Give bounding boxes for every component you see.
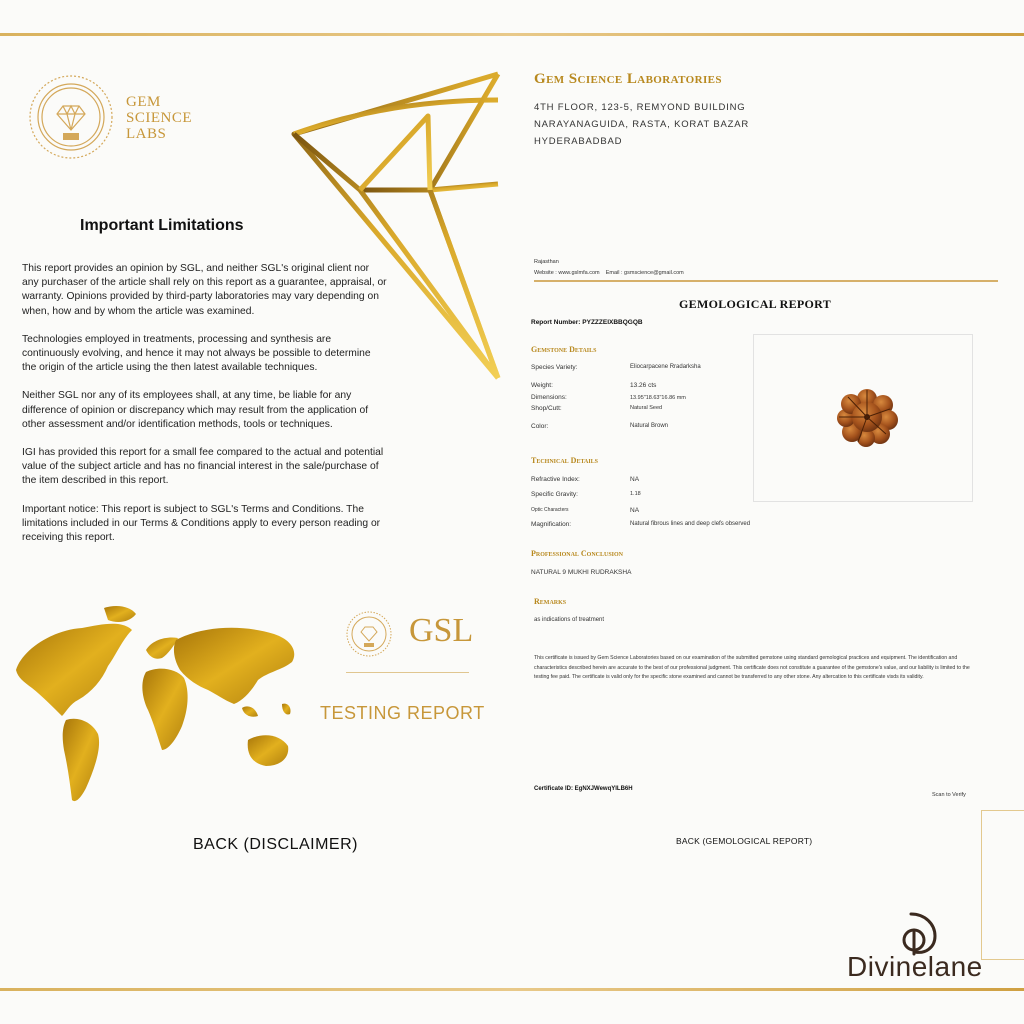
divinelane-wordmark: Divinelane [847, 951, 983, 982]
technical-details-heading: Technical Details [531, 456, 599, 465]
gsl-mark-text: GSL [409, 612, 474, 649]
divinelane-logo-icon [893, 908, 941, 956]
certificate-id: Certificate ID: EgNXJWewqYILB6H [534, 786, 633, 792]
right-caption: BACK (GEMOLOGICAL REPORT) [676, 836, 813, 846]
remarks-value: as indications of treatment [534, 617, 605, 623]
lab-address [534, 99, 749, 150]
optic-characters-value: NA [630, 507, 640, 514]
dimensions-label: Dimensions: [531, 394, 567, 401]
address-line: HYDERABADBAD [534, 136, 623, 147]
testing-report-label: TESTING REPORT [320, 703, 485, 723]
logo-line-2: SCIENCE [126, 110, 193, 126]
color-value: Natural Brown [630, 423, 669, 429]
rudraksha-bead-image [836, 387, 898, 447]
limitation-paragraph: Important notice: This report is subject to SGL's Terms and Conditions. The limitations included in our Terms & Conditions apply to every person reading or receiving this report. [22, 503, 381, 544]
gsl-seal-icon [26, 72, 116, 162]
gemstone-details-heading: Gemstone Details [531, 345, 597, 354]
remarks-heading: Remarks [534, 597, 567, 606]
magnification-label: Magnification: [531, 521, 572, 528]
conclusion-value: NATURAL 9 MUKHI RUDRAKSHA [531, 569, 632, 576]
species-value: Eliocarpacene Rradarksha [630, 364, 701, 370]
refractive-index-label: Refractive Index: [531, 476, 580, 483]
top-gold-rule [0, 33, 1024, 36]
limitations-title: Important Limitations [80, 217, 244, 234]
species-label: Species Variety: [531, 364, 578, 371]
refractive-index-value: NA [630, 476, 640, 483]
gsl-divider [346, 672, 469, 673]
optic-characters-label: Optic Characters [531, 507, 569, 513]
color-label: Color: [531, 423, 549, 430]
address-line: NARAYANAGUIDA, RASTA, KORAT BAZAR [534, 119, 750, 130]
world-map-graphic [12, 600, 302, 810]
dimensions-value: 13.95"18.63"16.86 mm [630, 395, 686, 401]
scan-to-verify-label: Scan to Verify [932, 792, 966, 798]
weight-value: 13.26 cts [630, 382, 657, 389]
left-caption: BACK (DISCLAIMER) [193, 836, 358, 853]
magnification-value: Natural fibrous lines and deep clefs observed [630, 521, 751, 527]
lab-name: Gem Science Laboratories [534, 71, 722, 87]
address-line: 4TH FLOOR, 123-5, REMYOND BUILDING [534, 102, 746, 113]
shape-cut-value: Natural Seed [630, 405, 663, 411]
limitation-paragraph: Technologies employed in treatments, processing and synthesis are continuously evolving, and hence it may not always be possible to determine the origin of the article using the then latest available techniques. [22, 333, 371, 374]
limitation-paragraph: IGI has provided this report for a small fee compared to the actual and potential value of the subject article and has no financial interest in the sale/purchase of the item described in this report. [22, 447, 384, 487]
logo-line-1: GEM [126, 94, 161, 110]
specific-gravity-label: Specific Gravity: [531, 491, 578, 498]
certificate-note: This certificate is issued by Gem Science Laboratories based on our examination of the submitted gemstone using standard gemological practices and equipment. The identification and characteristics described herein are accurate to the best of our professional judgment. This certificate does not constitute a guarantee of the gemstone's value, and our liability is limited to the testing fee paid. The certificate is valid only for the specific stone examined and cannot be transferred to any other stone. Any altercation to this certificate visds its validity. [534, 655, 970, 680]
specific-gravity-value: 1.18 [630, 491, 641, 497]
logo-wordmark [126, 94, 192, 142]
conclusion-heading: Professional Conclusion [531, 549, 624, 558]
report-number: Report Number: PYZZZEIXBBQGQB [531, 319, 643, 326]
weight-label: Weight: [531, 382, 553, 389]
gsl-small-seal-icon [345, 610, 393, 658]
limitation-paragraph: This report provides an opinion by SGL, and neither SGL's original client nor any purchaser of the article shall rely on this report as a guarantee, appraisal, or warranty. Opinions provided by third-party laboratories may vary depending on when, how and by whom the article was examined. [22, 263, 387, 317]
lab-state: Rajasthan [534, 259, 559, 265]
shape-cut-label: Shop/Cutt: [531, 405, 562, 412]
limitation-paragraph: Neither SGL nor any of its employees shall, at any time, be liable for any difference of opinion or discrepancy which may result from the application of other assessment and/or identification methods, tools or techniques. [22, 390, 369, 430]
lab-contact: Website : www.gslmfa.com Email : gsmscience@gmail.com [534, 270, 684, 276]
bottom-gold-rule [0, 988, 1024, 991]
limitations-body [22, 262, 387, 559]
report-title: GEMOLOGICAL REPORT [679, 297, 831, 311]
logo-line-3: LABS [126, 126, 167, 142]
header-rule [534, 280, 998, 282]
corner-frame [981, 810, 1024, 960]
